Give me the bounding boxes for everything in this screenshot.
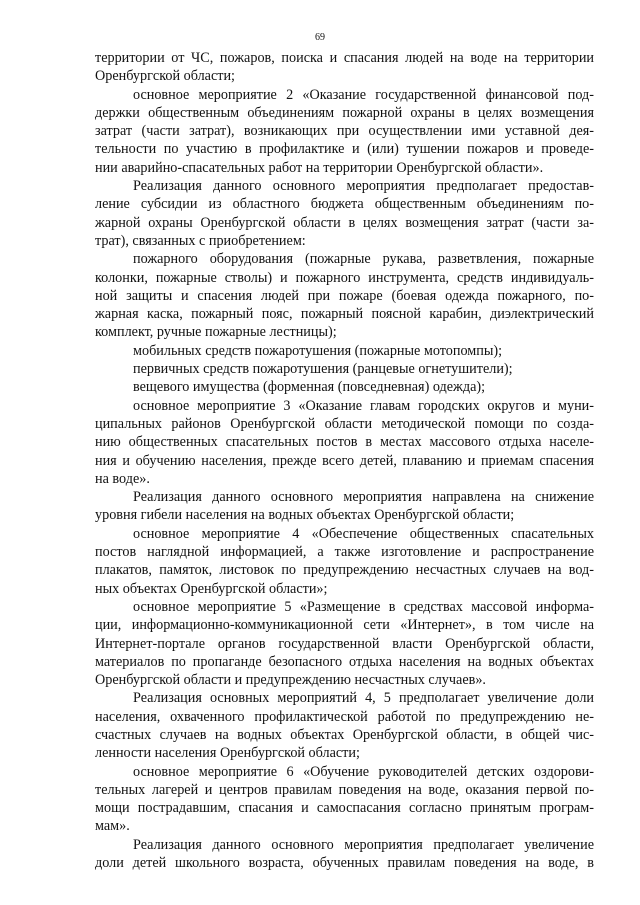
text-line: уровня гибели населения на водных объектах Оренбургской области; bbox=[95, 507, 515, 524]
text-line: основное мероприятие 4 «Обеспечение общественных спасательных bbox=[133, 525, 594, 542]
text-line: территории от ЧС, пожаров, поиска и спасания людей на воде на территории bbox=[95, 50, 594, 66]
text-line: основное мероприятие 2 «Оказание государственной финансовой под- bbox=[133, 86, 594, 103]
text-line: вещевого имущества (форменная (повседневная) одежда); bbox=[133, 379, 486, 396]
text-line: мощи пострадавшим, спасания и самоспасания согласно принятым програм- bbox=[95, 800, 594, 817]
text-line: ных объектах Оренбургской области»; bbox=[95, 580, 328, 597]
text-line: тельности по участию в профилактике и (или) тушении пожаров и проведе- bbox=[95, 141, 594, 158]
text-line: ципальных районов Оренбургской области методической помощи по созда- bbox=[95, 415, 594, 432]
page-number: 69 bbox=[315, 32, 325, 43]
text-line: ление субсидии из областного бюджета общественным объединениям по- bbox=[95, 196, 594, 213]
body-text bbox=[95, 49, 594, 872]
text-line: основное мероприятие 6 «Обучение руководителей детских оздорови- bbox=[133, 763, 594, 780]
text-line: на воде». bbox=[95, 470, 150, 487]
text-line: комплект, ручные пожарные лестницы); bbox=[95, 324, 337, 341]
text-line: плакатов, памяток, листовок по предупреждению несчастных случаев на вод- bbox=[95, 562, 594, 579]
text-line: Интернет-портале органов государственной власти Оренбургской области, bbox=[95, 635, 594, 652]
text-line: ленности населения Оренбургской области; bbox=[95, 745, 360, 762]
text-line: колонки, пожарные стволы) и пожарного инструмента, средств индивидуаль- bbox=[95, 269, 594, 286]
text-line: доли детей школьного возраста, обученных правилам поведения на воде, в bbox=[95, 855, 594, 872]
text-line: материалов по пропаганде безопасного отдыха населения на водных объектах bbox=[95, 653, 594, 670]
text-line: счастных случаев на водных объектах Оренбургской области, в общей чис- bbox=[95, 726, 594, 743]
text-line: нию общественных спасательных постов в местах массового отдыха населе- bbox=[95, 434, 594, 451]
text-line: основное мероприятие 5 «Размещение в средствах массовой информа- bbox=[133, 598, 594, 615]
text-line: пожарного оборудования (пожарные рукава, разветвления, пожарные bbox=[133, 251, 594, 268]
text-line: Реализация данного основного мероприятия предполагает предостав- bbox=[133, 178, 594, 195]
text-line: Оренбургской области и предупреждению несчастных случаев». bbox=[95, 672, 486, 689]
text-line: первичных средств пожаротушения (ранцевые огнетушители); bbox=[133, 361, 513, 378]
text-line: жарная каска, пожарный пояс, пожарный поясной карабин, диэлектрический bbox=[95, 306, 594, 323]
text-line: затрат (части затрат), возникающих при осуществлении ими уставной дея- bbox=[95, 123, 594, 140]
text-line: постов наглядной информацией, а также изготовление и распространение bbox=[95, 544, 594, 561]
text-line: трат), связанных с приобретением: bbox=[95, 232, 306, 249]
text-line: мобильных средств пожаротушения (пожарные мотопомпы); bbox=[133, 342, 503, 359]
text-line: жарной охраны Оренбургской области в целях возмещения затрат (части за- bbox=[95, 214, 594, 231]
text-line: основное мероприятие 3 «Оказание главам городских округов и муни- bbox=[133, 397, 594, 414]
text-line: ной защиты и спасения людей при пожаре (боевая одежда пожарного, по- bbox=[95, 287, 594, 304]
text-line: населения, охваченного профилактической работой по предупреждению не- bbox=[95, 708, 594, 725]
text-line: тельных лагерей и центров правилам поведения на воде, оказания первой по- bbox=[95, 781, 594, 798]
text-line: ции, информационно-коммуникационной сети «Интернет», в том числе на bbox=[95, 617, 594, 634]
text-line: нии аварийно-спасательных работ на территории Оренбургской области». bbox=[95, 159, 544, 176]
text-line: ния и обучению населения, прежде всего детей, плаванию и приемам спасения bbox=[95, 452, 594, 469]
text-line: Реализация основных мероприятий 4, 5 предполагает увеличение доли bbox=[133, 690, 594, 707]
text-line: держки общественным объединениям пожарной охраны в целях возмещения bbox=[95, 104, 594, 121]
text-line: мам». bbox=[95, 818, 130, 835]
text-line: Реализация данного основного мероприятия предполагает увеличение bbox=[133, 836, 594, 853]
text-line: Реализация данного основного мероприятия направлена на снижение bbox=[133, 489, 594, 506]
text-line: Оренбургской области; bbox=[95, 68, 235, 85]
